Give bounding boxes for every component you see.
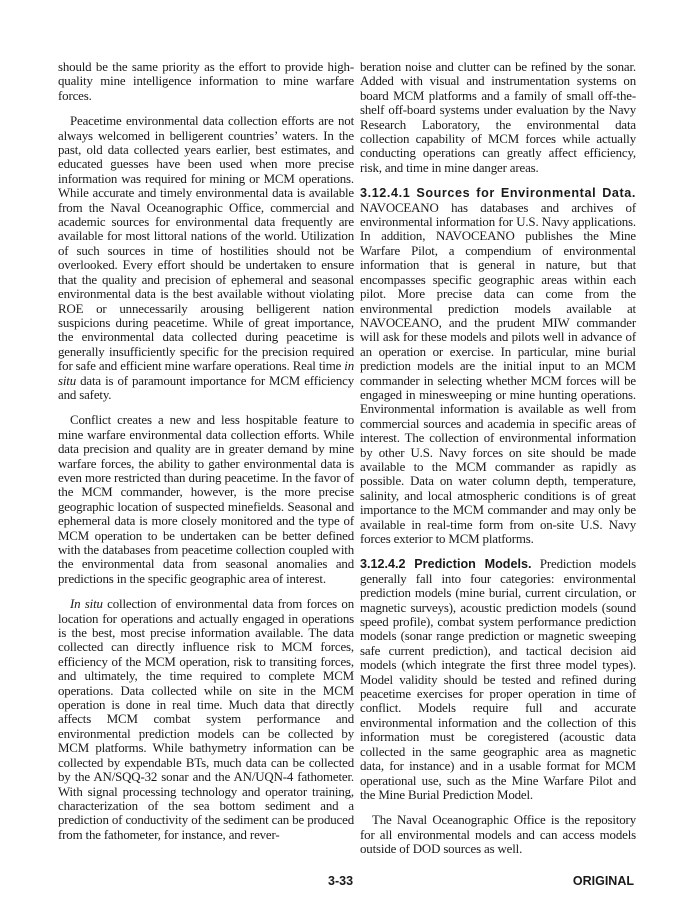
- paragraph: [58, 114, 354, 402]
- text: collection of environmental data from forces on location for operations and actually engaged in operations is the best, most precise information available. The data collected can directly influence risk to MCM forces, efficiency of the MCM operation, risk to transiting forces, and ultimately, the time required to complete MCM operations. Data collected while on site in the MCM operation is done in real time. Much data that directly affects MCM combat system performance and environmental prediction models can be collected by MCM platforms. While bathymetry information can be collected by expendable BTs, much data can be collected by the AN/SQQ-32 sonar and the AN/UQN-4 fathometer. With signal processing technology and operator training, characterization of the sea bottom sediment and a prediction of conductivity of the sediment can be produced from the fathometer, for instance, and rever-: [58, 597, 354, 842]
- text: Peacetime environmental data collection efforts are not always welcomed in belligerent countries’ waters. In the past, old data collected years earlier, best estimates, and educated guesses have been used when more precise information was required for mining or MCM operations. While accurate and timely environmental data is available from the Naval Oceanographic Office, commercial and academic sources for environmental data frequently are available for most littoral nations of the world. Utilization of such sources in time of hostilities should not be overlooked. Every effort should be undertaken to ensure that the quality and precision of ephemeral and seasonal environmental data is the best available without violating ROE or unnecessarily arousing belligerent nation suspicions during peacetime. While of great importance, the environmental data collected during peacetime is generally insufficiently specific for the precision required for safe and efficient mine warfare operations. Real time: [58, 114, 354, 374]
- section-heading: 3.12.4.2 Prediction Models.: [360, 557, 532, 572]
- section-heading: 3.12.4.1 Sources for Environmental Data.: [360, 186, 636, 201]
- text: data is of paramount importance for MCM efficiency and safety.: [58, 373, 354, 402]
- left-column: [58, 60, 354, 853]
- paragraph: should be the same priority as the effort to provide high-quality mine intelligence information to mine warfare forces.: [58, 60, 354, 103]
- page-number: 3-33: [328, 874, 354, 888]
- paragraph: beration noise and clutter can be refined by the sonar. Added with visual and instrumentation systems on board MCM platforms and a family of small off-the-shelf off-board systems under evaluation by the Navy Research Laboratory, the environmental data collection capability of MCM forces while actually conducting operations can greatly affect efficiency, risk, and time in mine danger areas.: [360, 60, 636, 175]
- text: Prediction models generally fall into four categories: environmental prediction models (mine burial, current circulation, or magnetic surveys), acoustic prediction models (sound speed profile), combat system performance prediction models (sonar range prediction or magnetic sweeping safe current prediction), and tactical decision aid models (which integrate the first three model types). Model validity should be tested and refined during peacetime exercises for proper operation in time of conflict. Models require full and accurate environmental information and the collection of this information must be coregistered (acoustic data collected in the same geographic area as magnetic data, for instance) and in a usable format for MCM operational use, such as the Mine Warfare Pilot and the Mine Burial Prediction Model.: [360, 557, 636, 802]
- text: NAVOCEANO has databases and archives of environmental information for U.S. Navy applications. In addition, NAVOCEANO publishes the Mine Warfare Pilot, a compendium of environmental information that is general in nature, but that encompasses specific geographic areas within each pilot. More precise data can come from the environmental prediction models available at NAVOCEANO, and the prudent MIW commander will ask for these models and pilots well in advance of an operation or exercise. In particular, mine burial prediction models are the initial input to an MCM commander in selecting whether MCM forces will be engaged in minesweeping or mine hunting operations. Environmental information is available as well from commercial sources and academia in specific areas of interest. The collection of environmental information by other U.S. Navy forces on site should be made available to the MCM commander as rapidly as possible. Data on water column depth, temperature, salinity, and local atmospheric conditions is of great importance to the MCM commander and may only be available in real-time form from on-site U.S. Navy forces exterior to MCM platforms.: [360, 200, 636, 546]
- italic-text: in situ: [58, 359, 354, 388]
- right-column: [360, 60, 636, 868]
- paragraph: [58, 597, 354, 842]
- document-status: ORIGINAL: [572, 874, 634, 888]
- paragraph: Conflict creates a new and less hospitable feature to mine warfare environmental data collection efforts. While data precision and quality are in greater demand by mine warfare forces, the ability to gather environmental data is even more restricted than during peacetime. In the favor of the MCM commander, however, is the more precise geographic location of suspected minefields. Seasonal and ephemeral data is more closely monitored and the type of MCM operation to be undertaken can be better defined with the databases from peacetime collection coupled with the environmental data from seasonal anomalies and predictions in the specific geographic area of interest.: [58, 413, 354, 586]
- section-3-12-4-2: [360, 557, 636, 802]
- section-3-12-4-1: [360, 186, 636, 546]
- italic-text: In situ: [70, 597, 103, 612]
- paragraph: The Naval Oceanographic Office is the repository for all environmental models and can access models outside of DOD sources as well.: [360, 813, 636, 857]
